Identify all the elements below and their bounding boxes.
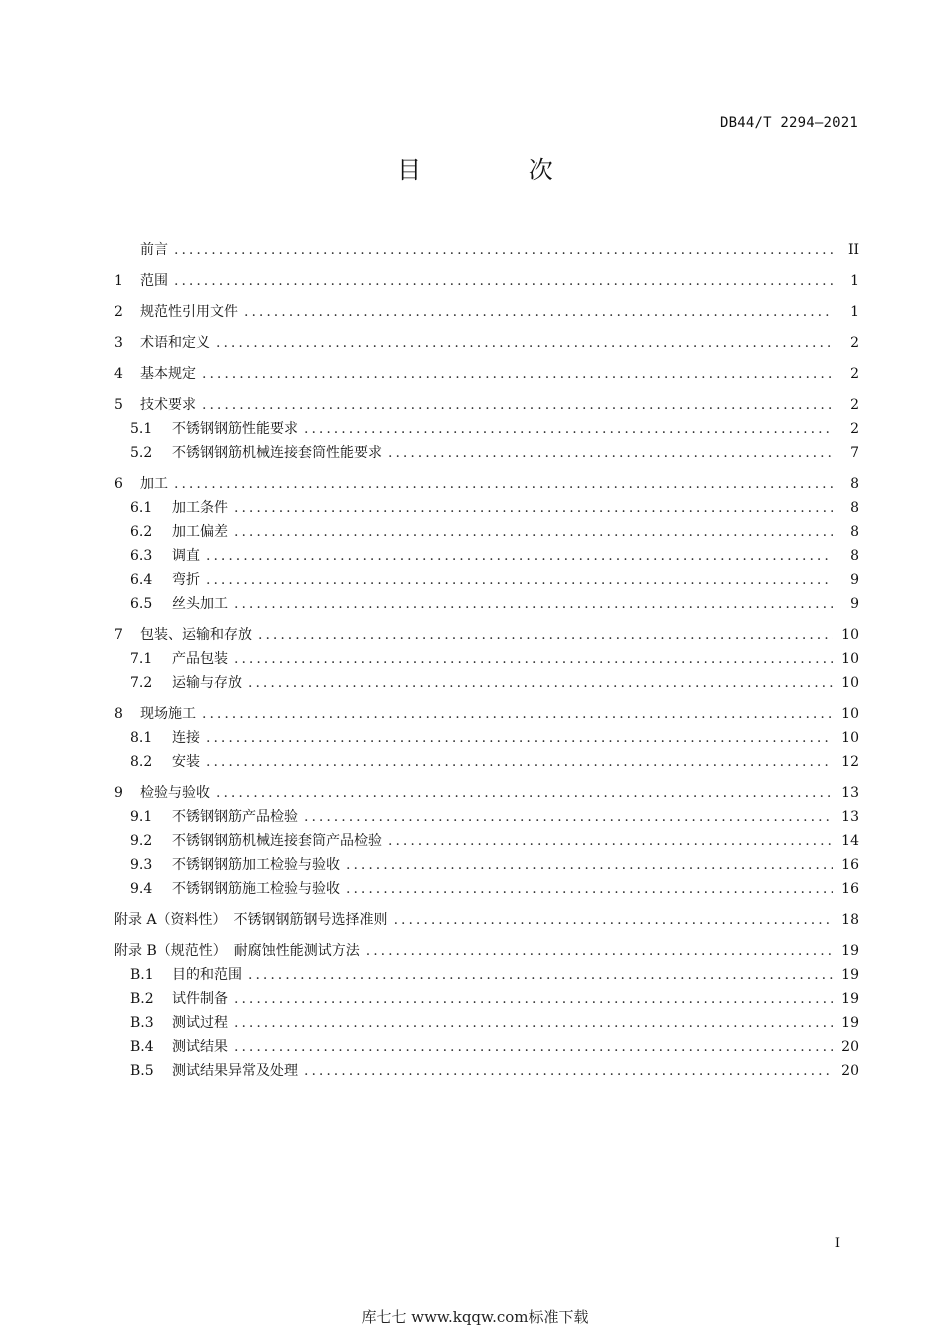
toc-entry-number: 8 xyxy=(114,706,123,722)
toc-entry-number: 7 xyxy=(114,627,123,643)
toc-entry-page: 7 xyxy=(850,445,859,461)
toc-entry-number: 6.4 xyxy=(130,572,153,588)
toc-entry-page: 8 xyxy=(850,548,859,564)
toc-entry-number: 7.1 xyxy=(130,651,153,667)
toc-entry-page: 8 xyxy=(850,476,859,492)
document-code: DB44/T 2294—2021 xyxy=(719,115,858,131)
toc-entry-number: 1 xyxy=(114,273,123,289)
toc-entry-number: B.5 xyxy=(130,1063,154,1079)
toc-entry-page: 19 xyxy=(841,967,859,983)
toc-entry[interactable] xyxy=(114,393,859,417)
toc-entry[interactable] xyxy=(114,702,859,726)
toc-leader-dots xyxy=(244,300,833,324)
toc-entry-page: 20 xyxy=(841,1039,859,1055)
toc-entry-page: 9 xyxy=(850,572,859,588)
toc-entry[interactable] xyxy=(114,853,859,877)
toc-entry-label: 规范性引用文件 xyxy=(140,304,238,320)
toc-entry[interactable] xyxy=(114,238,859,262)
toc-entry-label: 加工条件 xyxy=(172,500,228,516)
toc-leader-dots xyxy=(304,1059,833,1083)
toc-leader-dots xyxy=(206,568,833,592)
toc-entry-number: 5.2 xyxy=(130,445,153,461)
toc-entry[interactable] xyxy=(114,939,859,963)
toc-entry-number: 4 xyxy=(114,366,123,382)
toc-entry[interactable] xyxy=(114,1035,859,1059)
toc-entry-label: 测试结果 xyxy=(172,1039,228,1055)
toc-leader-dots xyxy=(304,805,833,829)
toc-entry-number: 6.3 xyxy=(130,548,153,564)
toc-entry-page: 10 xyxy=(841,730,859,746)
toc-leader-dots xyxy=(388,441,833,465)
toc-leader-dots xyxy=(234,496,833,520)
toc-entry-label: 附录 B（规范性） 耐腐蚀性能测试方法 xyxy=(114,943,360,959)
toc-entry-page: 13 xyxy=(841,809,859,825)
page-number: I xyxy=(834,1236,840,1251)
toc-leader-dots xyxy=(234,987,833,1011)
toc-entry-page: 10 xyxy=(841,675,859,691)
toc-entry-number: B.4 xyxy=(130,1039,154,1055)
toc-entry-label: 技术要求 xyxy=(140,397,196,413)
toc-leader-dots xyxy=(202,393,833,417)
toc-entry-label: 安装 xyxy=(172,754,200,770)
toc-entry-label: 不锈钢钢筋施工检验与验收 xyxy=(172,881,340,897)
toc-leader-dots xyxy=(388,829,833,853)
toc-entry[interactable] xyxy=(114,544,859,568)
toc-entry-page: 2 xyxy=(850,335,859,351)
toc-entry[interactable] xyxy=(114,496,859,520)
toc-entry-page: 14 xyxy=(841,833,859,849)
toc-entry-page: 1 xyxy=(850,304,859,320)
toc-entry-page: 10 xyxy=(841,651,859,667)
toc-entry-number: B.2 xyxy=(130,991,154,1007)
toc-leader-dots xyxy=(174,472,833,496)
toc-entry[interactable] xyxy=(114,592,859,616)
toc-entry-page: 13 xyxy=(841,785,859,801)
page-title: 目 次 xyxy=(397,156,603,184)
toc-entry[interactable] xyxy=(114,269,859,293)
toc-entry-label: 调直 xyxy=(172,548,200,564)
toc-entry[interactable] xyxy=(114,362,859,386)
toc-entry-number: 2 xyxy=(114,304,123,320)
toc-entry-page: 10 xyxy=(841,627,859,643)
toc-entry-number: 6.5 xyxy=(130,596,153,612)
toc-leader-dots xyxy=(346,853,833,877)
toc-entry[interactable] xyxy=(114,750,859,774)
toc-entry-page: 2 xyxy=(850,366,859,382)
toc-leader-dots xyxy=(234,647,833,671)
table-of-contents xyxy=(114,238,859,1083)
toc-entry-label: 前言 xyxy=(140,242,168,258)
toc-entry-page: 8 xyxy=(850,524,859,540)
toc-entry-label: 不锈钢钢筋产品检验 xyxy=(172,809,298,825)
toc-entry-page: II xyxy=(847,242,859,258)
toc-entry-number: 9.4 xyxy=(130,881,153,897)
toc-entry-label: 测试结果异常及处理 xyxy=(172,1063,298,1079)
toc-entry-page: 19 xyxy=(841,991,859,1007)
toc-entry-number: 5.1 xyxy=(130,421,153,437)
toc-entry-label: 运输与存放 xyxy=(172,675,242,691)
toc-entry-label: 不锈钢钢筋性能要求 xyxy=(172,421,298,437)
toc-entry[interactable] xyxy=(114,331,859,355)
toc-entry-page: 9 xyxy=(850,596,859,612)
toc-entry[interactable] xyxy=(114,877,859,901)
toc-leader-dots xyxy=(202,702,833,726)
toc-entry[interactable] xyxy=(114,647,859,671)
toc-entry-label: 产品包装 xyxy=(172,651,228,667)
toc-entry-label: 术语和定义 xyxy=(140,335,210,351)
toc-entry[interactable] xyxy=(114,963,859,987)
toc-leader-dots xyxy=(258,623,833,647)
toc-leader-dots xyxy=(202,362,833,386)
toc-leader-dots xyxy=(234,520,833,544)
toc-entry[interactable] xyxy=(114,441,859,465)
toc-leader-dots xyxy=(234,1035,833,1059)
toc-leader-dots xyxy=(174,269,833,293)
toc-entry-label: 不锈钢钢筋机械连接套筒产品检验 xyxy=(172,833,382,849)
toc-leader-dots xyxy=(174,238,833,262)
toc-entry[interactable] xyxy=(114,1011,859,1035)
toc-entry[interactable] xyxy=(114,417,859,441)
toc-entry-label: 范围 xyxy=(140,273,168,289)
toc-entry-page: 16 xyxy=(841,881,859,897)
toc-leader-dots xyxy=(216,331,833,355)
toc-entry-label: 试件制备 xyxy=(172,991,228,1007)
toc-entry-label: 目的和范围 xyxy=(172,967,242,983)
toc-entry-label: 加工偏差 xyxy=(172,524,228,540)
toc-leader-dots xyxy=(206,750,833,774)
toc-leader-dots xyxy=(234,592,833,616)
toc-entry-label: 连接 xyxy=(172,730,200,746)
footer-watermark: 库七七 www.kqqw.com标准下载 xyxy=(361,1308,589,1326)
toc-leader-dots xyxy=(216,781,833,805)
toc-entry-label: 不锈钢钢筋加工检验与验收 xyxy=(172,857,340,873)
toc-entry[interactable] xyxy=(114,520,859,544)
toc-entry-label: 丝头加工 xyxy=(172,596,228,612)
toc-entry-page: 16 xyxy=(841,857,859,873)
toc-entry-label: 现场施工 xyxy=(140,706,196,722)
toc-entry-page: 20 xyxy=(841,1063,859,1079)
toc-entry[interactable] xyxy=(114,781,859,805)
toc-entry-number: 9 xyxy=(114,785,123,801)
toc-entry-label: 弯折 xyxy=(172,572,200,588)
toc-entry-label: 加工 xyxy=(140,476,168,492)
toc-entry-label: 基本规定 xyxy=(140,366,196,382)
toc-entry-page: 19 xyxy=(841,943,859,959)
toc-entry[interactable] xyxy=(114,472,859,496)
toc-leader-dots xyxy=(248,671,833,695)
toc-entry-page: 10 xyxy=(841,706,859,722)
toc-entry[interactable] xyxy=(114,1059,859,1083)
toc-entry[interactable] xyxy=(114,908,859,932)
toc-leader-dots xyxy=(366,939,833,963)
toc-entry[interactable] xyxy=(114,671,859,695)
toc-entry-number: 3 xyxy=(114,335,123,351)
toc-entry-label: 附录 A（资料性） 不锈钢钢筋钢号选择准则 xyxy=(114,912,388,928)
toc-leader-dots xyxy=(346,877,833,901)
toc-entry-number: 6 xyxy=(114,476,123,492)
toc-leader-dots xyxy=(234,1011,833,1035)
toc-entry-number: B.1 xyxy=(130,967,154,983)
toc-entry-number: B.3 xyxy=(130,1015,154,1031)
toc-entry-label: 测试过程 xyxy=(172,1015,228,1031)
toc-entry-number: 9.3 xyxy=(130,857,153,873)
toc-entry-number: 8.2 xyxy=(130,754,153,770)
toc-entry[interactable] xyxy=(114,300,859,324)
toc-entry-page: 18 xyxy=(841,912,859,928)
toc-entry-number: 8.1 xyxy=(130,730,153,746)
toc-leader-dots xyxy=(304,417,833,441)
toc-entry-number: 9.2 xyxy=(130,833,153,849)
toc-entry-label: 包装、运输和存放 xyxy=(140,627,252,643)
toc-leader-dots xyxy=(206,726,833,750)
toc-entry-page: 1 xyxy=(850,273,859,289)
toc-entry[interactable] xyxy=(114,726,859,750)
toc-entry[interactable] xyxy=(114,805,859,829)
toc-leader-dots xyxy=(394,908,833,932)
toc-leader-dots xyxy=(206,544,833,568)
toc-entry[interactable] xyxy=(114,829,859,853)
toc-entry[interactable] xyxy=(114,568,859,592)
toc-entry[interactable] xyxy=(114,623,859,647)
toc-leader-dots xyxy=(248,963,833,987)
toc-entry-page: 8 xyxy=(850,500,859,516)
toc-entry-number: 5 xyxy=(114,397,123,413)
toc-entry-number: 6.1 xyxy=(130,500,153,516)
toc-entry-number: 9.1 xyxy=(130,809,153,825)
toc-entry-page: 2 xyxy=(850,421,859,437)
toc-entry-page: 2 xyxy=(850,397,859,413)
toc-entry-number: 7.2 xyxy=(130,675,153,691)
toc-entry-page: 12 xyxy=(841,754,859,770)
toc-entry[interactable] xyxy=(114,987,859,1011)
toc-entry-page: 19 xyxy=(841,1015,859,1031)
toc-entry-label: 不锈钢钢筋机械连接套筒性能要求 xyxy=(172,445,382,461)
toc-entry-number: 6.2 xyxy=(130,524,153,540)
toc-entry-label: 检验与验收 xyxy=(140,785,210,801)
